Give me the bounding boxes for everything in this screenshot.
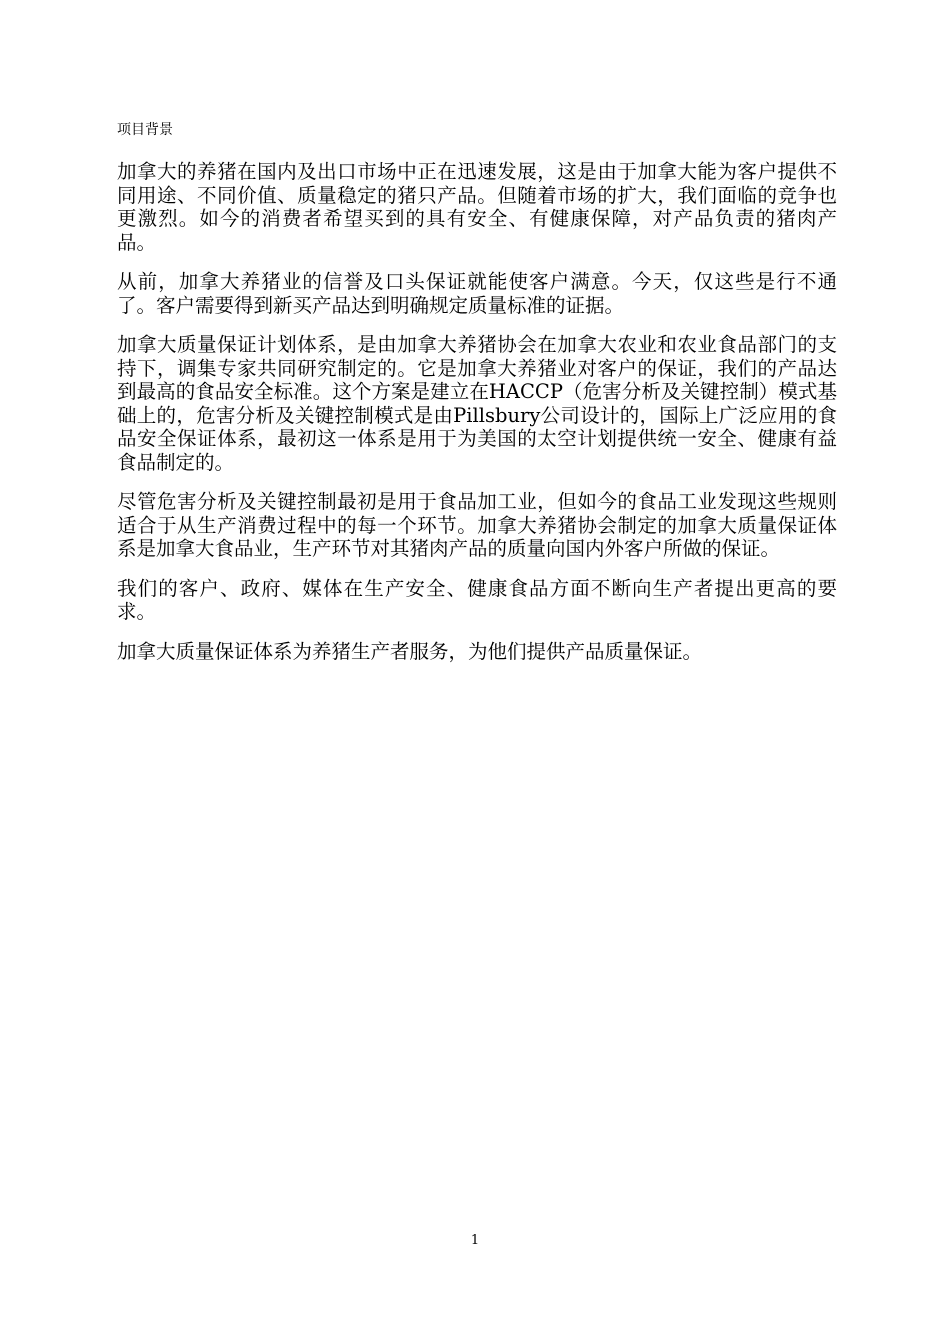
page-number: 1	[470, 1233, 480, 1248]
section-heading: 项目背景	[117, 122, 173, 138]
paragraph-2: 从前，加拿大养猪业的信誉及口头保证就能使客户满意。今天，仅这些是行不通了。客户需要得到新买产品达到明确规定质量标准的证据。	[117, 270, 837, 317]
paragraph-1: 加拿大的养猪在国内及出口市场中正在迅速发展，这是由于加拿大能为客户提供不同用途、不同价值、质量稳定的猪只产品。但随着市场的扩大，我们面临的竞争也更激烈。如今的消费者希望买到的具有安全、有健康保障，对产品负责的猪肉产品。	[117, 160, 837, 254]
paragraph-6: 加拿大质量保证体系为养猪生产者服务，为他们提供产品质量保证。	[117, 639, 703, 663]
paragraph-3: 加拿大质量保证计划体系，是由加拿大养猪协会在加拿大农业和农业食品部门的支持下，调集专家共同研究制定的。它是加拿大养猪业对客户的保证，我们的产品达到最高的食品安全标准。这个方案是建立在HACCP（危害分析及关键控制）模式基础上的，危害分析及关键控制模式是由Pillsbury公司设计的，国际上广泛应用的食品安全保证体系，最初这一体系是用于为美国的太空计划提供统一安全、健康有益食品制定的。	[117, 333, 837, 474]
paragraph-4: 尽管危害分析及关键控制最初是用于食品加工业，但如今的食品工业发现这些规则适合于从生产消费过程中的每一个环节。加拿大养猪协会制定的加拿大质量保证体系是加拿大食品业，生产环节对其猪肉产品的质量向国内外客户所做的保证。	[117, 490, 837, 560]
paragraph-5: 我们的客户、政府、媒体在生产安全、健康食品方面不断向生产者提出更高的要求。	[117, 576, 837, 623]
document-body	[117, 160, 837, 679]
